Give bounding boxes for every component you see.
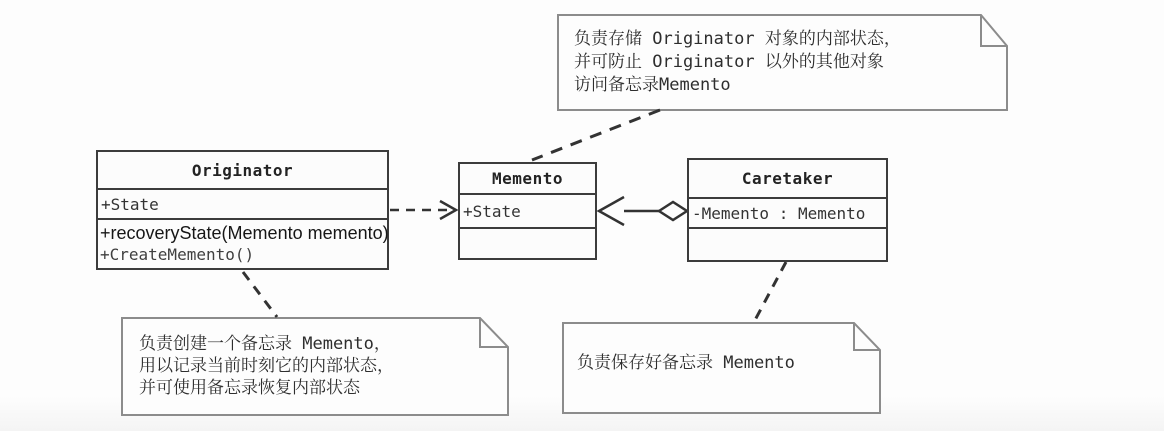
class-originator-operation-creatememento: +CreateMemento() [100,245,255,264]
aggregation-diamond-icon [659,202,687,220]
note-originator-line-1: 负责创建一个备忘录 Memento， [139,334,391,354]
class-caretaker-attribute-memento: -Memento : Memento [689,199,886,229]
class-memento-name: Memento [460,164,595,195]
class-originator-operations [98,220,387,268]
note-originator-line-2: 用以记录当前时刻它的内部状态， [139,356,394,376]
class-originator-name: Originator [98,152,387,190]
note-memento-line-2: 并可防止 Originator 以外的其他对象 [574,52,884,72]
note-memento-line-3: 访问备忘录Memento [574,75,731,95]
note-caretaker-text [577,352,795,375]
class-memento-operations-empty [460,229,595,258]
class-originator-operation-recoverystate: +recoveryState(Memento memento) [100,223,389,243]
class-memento [458,162,597,260]
class-memento-attribute-state: +State [460,195,595,229]
class-caretaker-name: Caretaker [689,160,886,199]
note-anchor-caretaker-line [754,262,786,322]
class-caretaker-operations-empty [689,229,886,260]
note-caretaker-line-1: 负责保存好备忘录 Memento [577,353,795,373]
aggregation-arrowhead-icon [599,197,624,225]
note-originator-text [139,333,394,399]
class-originator [96,150,389,270]
class-caretaker [687,158,888,262]
note-anchor-originator-line [243,272,277,317]
note-originator-line-3: 并可使用备忘录恢复内部状态 [139,378,360,398]
note-memento-line-1: 负责存储 Originator 对象的内部状态， [574,29,901,49]
note-memento-text [574,28,901,97]
note-anchor-memento-line [532,110,660,160]
class-originator-attribute-state: +State [98,190,387,220]
